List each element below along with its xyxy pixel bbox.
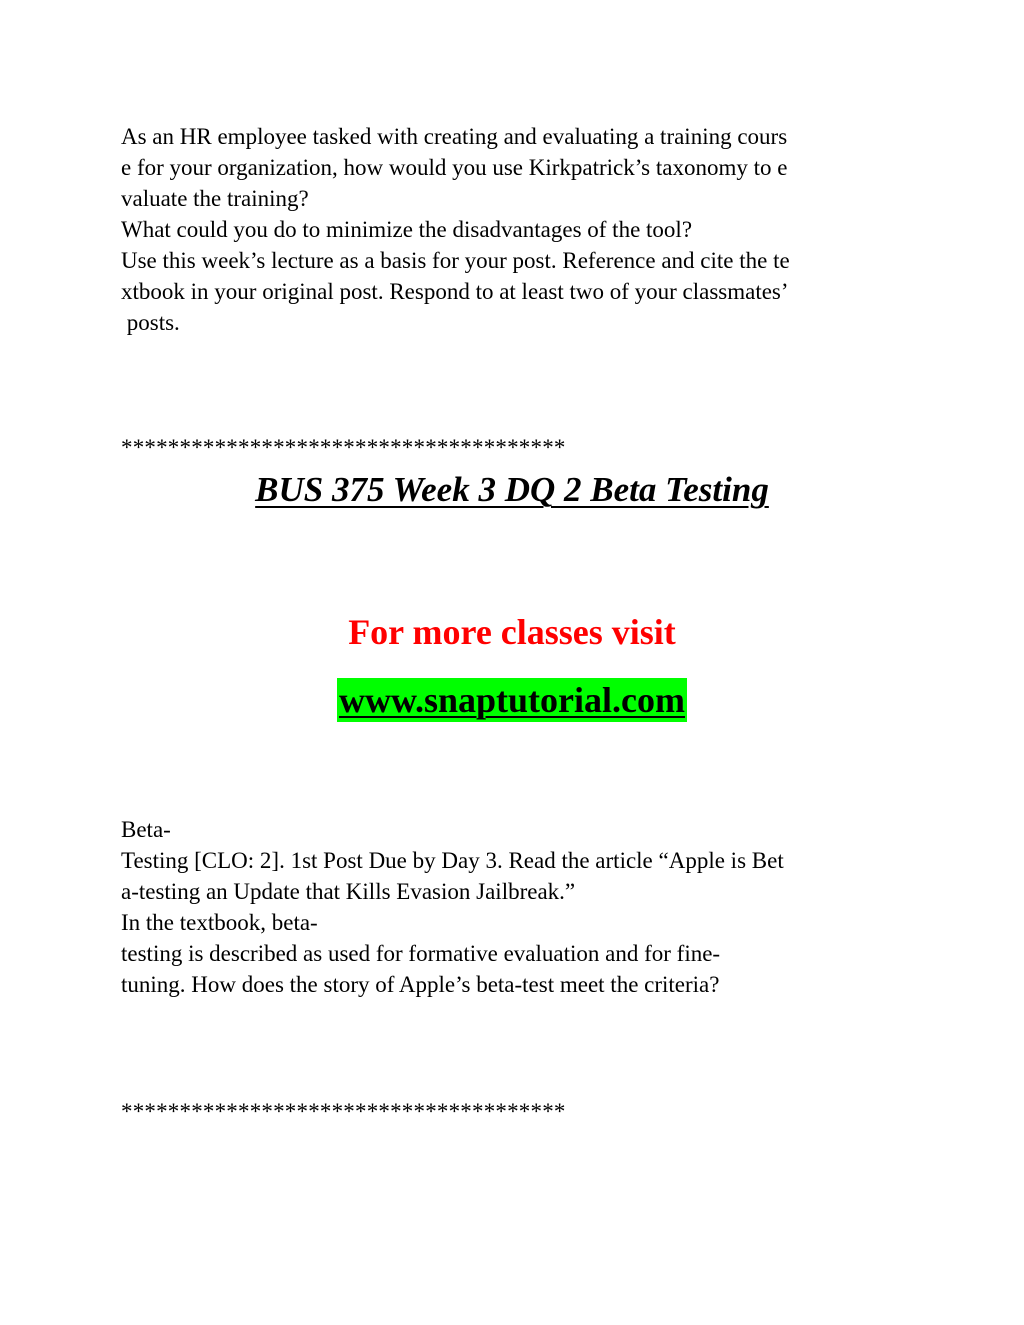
separator-bottom: ************************************** bbox=[121, 1099, 566, 1124]
promo-text: For more classes visit bbox=[348, 612, 676, 652]
intro-line: Use this week’s lecture as a basis for your post. Reference and cite the te bbox=[121, 248, 790, 273]
site-link[interactable]: www.snaptutorial.com bbox=[338, 680, 685, 720]
site-link-wrap bbox=[0, 678, 1024, 722]
body-line: testing is described as used for formative evaluation and for fine- bbox=[121, 941, 721, 966]
body-line: Beta- bbox=[121, 817, 171, 842]
intro-line: xtbook in your original post. Respond to at least two of your classmates’ bbox=[121, 279, 789, 304]
intro-line: posts. bbox=[121, 310, 180, 335]
body-line: In the textbook, beta- bbox=[121, 910, 318, 935]
intro-line: e for your organization, how would you use Kirkpatrick’s taxonomy to e bbox=[121, 155, 788, 180]
body-line: tuning. How does the story of Apple’s beta-test meet the criteria? bbox=[121, 972, 720, 997]
body-line: a-testing an Update that Kills Evasion Jailbreak.” bbox=[121, 879, 576, 904]
body-line: Testing [CLO: 2]. 1st Post Due by Day 3. Read the article “Apple is Bet bbox=[121, 848, 784, 873]
separator-top: ************************************** bbox=[121, 435, 566, 460]
intro-line: As an HR employee tasked with creating and evaluating a training cours bbox=[121, 124, 788, 149]
intro-line: What could you do to minimize the disadvantages of the tool? bbox=[121, 217, 693, 242]
intro-line: valuate the training? bbox=[121, 186, 309, 211]
page-title: BUS 375 Week 3 DQ 2 Beta Testing bbox=[255, 470, 769, 509]
